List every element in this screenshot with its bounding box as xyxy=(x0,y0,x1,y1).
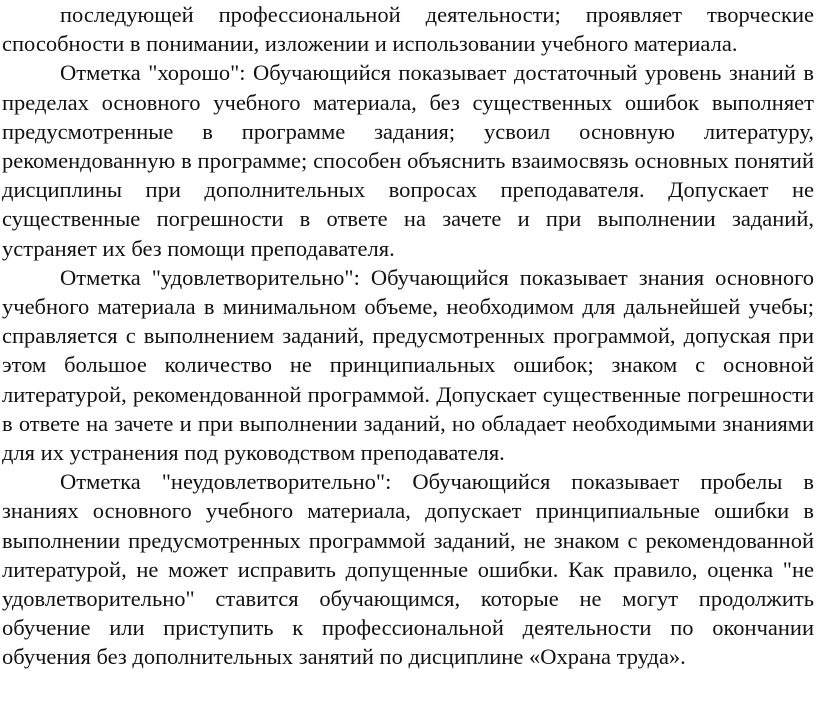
paragraph-grade-unsatisfactory: Отметка "неудовлетворительно": Обучающийся показывает пробелы в знаниях основного учебного материала, допускает принципиальные ошибки в выполнении предусмотренных программой заданий, не знаком с рекомендованной литературой, не может исправить допущенные ошибки. Как правило, оценка "не удовлетворительно" ставится обучающимся, которые не могут продолжить обучение или приступить к профессиональной деятельности по окончании обучения без дополнительных занятий по дисциплине «Охрана труда». xyxy=(2,469,814,670)
paragraph-continuation: последующей профессиональной деятельности; проявляет творческие способности в понимании, изложении и использовании учебного материала. xyxy=(2,2,814,57)
paragraph-grade-good: Отметка "хорошо": Обучающийся показывает достаточный уровень знаний в пределах основного учебного материала, без существенных ошибок выполняет предусмотренные в программе задания; усвоил основную литературу, рекомендованную в программе; способен объяснить взаимосвязь основных понятий дисциплины при дополнительных вопросах преподавателя. Допускает не существенные погрешности в ответе на зачете и при выполнении заданий, устраняет их без помощи преподавателя. xyxy=(2,60,814,261)
document-page xyxy=(2,0,814,672)
paragraph-grade-satisfactory: Отметка "удовлетворительно": Обучающийся показывает знания основного учебного материала в минимальном объеме, необходимом для дальнейшей учебы; справляется с выполнением заданий, предусмотренных программой, допуская при этом большое количество не принципиальных ошибок; знаком с основной литературой, рекомендованной программой. Допускает существенные погрешности в ответе на зачете и при выполнении заданий, но обладает необходимыми знаниями для их устранения под руководством преподавателя. xyxy=(2,264,814,466)
